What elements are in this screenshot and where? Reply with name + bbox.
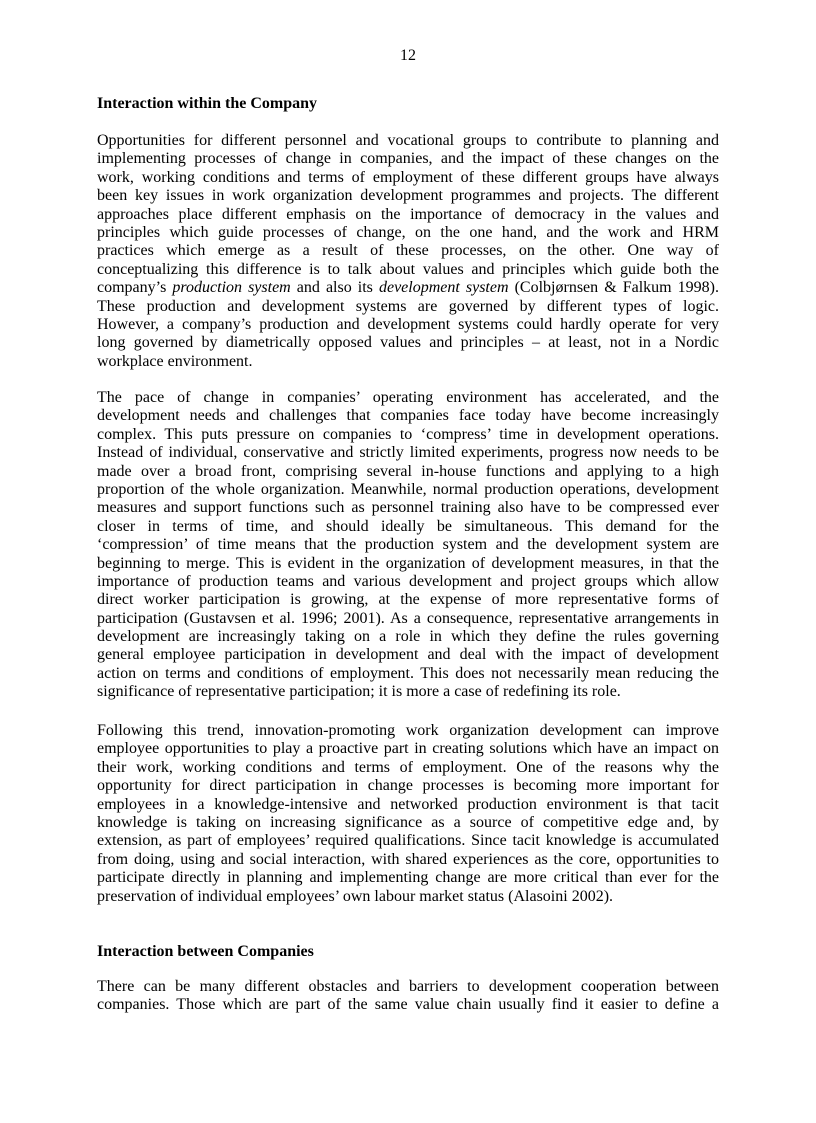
text-line <box>97 298 719 316</box>
text-segment: practices which emerge as a result of these processes, on the other. One way of <box>97 242 719 260</box>
text-line <box>97 261 719 279</box>
text-segment: principles which guide processes of change, on the one hand, and the work and HRM <box>97 223 719 241</box>
text-segment: closer in terms of time, and should ideally be simultaneous. This demand for the <box>97 517 719 535</box>
text-segment: general employee participation in development and deal with the impact of development <box>97 646 719 664</box>
text-segment: companies. Those which are part of the same value chain usually find it easier to define a <box>97 996 719 1014</box>
text-segment: long governed by diametrically opposed values and principles – at least, not in a Nordic <box>97 334 719 352</box>
text-line <box>97 150 719 168</box>
text-line <box>97 444 719 462</box>
text-segment: development are increasingly taking on a role in which they define the rules governing <box>97 628 719 646</box>
text-line <box>97 481 719 499</box>
text-segment: opportunity for direct participation in change processes is becoming more important for <box>97 777 719 795</box>
text-line <box>97 978 719 996</box>
text-segment: and also its <box>290 279 379 297</box>
text-line <box>97 722 719 740</box>
text-line <box>97 353 719 371</box>
text-segment: Following this trend, innovation-promoting work organization development can improve <box>97 722 719 739</box>
text-segment: complex. This puts pressure on companies to ‘compress’ time in development operations. <box>97 425 719 443</box>
section-heading: Interaction within the Company <box>97 95 318 112</box>
text-segment: participate directly in planning and implementing change are more critical than ever for the <box>97 869 719 887</box>
paragraph <box>97 132 719 371</box>
text-line <box>97 851 719 869</box>
text-line <box>97 610 719 628</box>
text-segment: proportion of the whole organization. Meanwhile, normal production operations, development <box>97 480 719 498</box>
text-segment: development needs and challenges that companies face today have become increasingly <box>97 407 719 425</box>
text-segment: their work, working conditions and terms of employment. One of the reasons why the <box>97 758 719 776</box>
text-line <box>97 573 719 591</box>
text-line <box>97 132 719 150</box>
text-segment: employee opportunities to play a proactive part in creating solutions which have an impact on <box>97 740 719 758</box>
text-line <box>97 832 719 850</box>
text-line <box>97 407 719 425</box>
text-segment: made over a broad front, comprising several in-house functions and applying to a high <box>97 462 719 480</box>
section-heading: Interaction between Companies <box>97 943 314 960</box>
text-line <box>97 242 719 260</box>
text-segment: approaches place different emphasis on the importance of democracy in the values and <box>97 205 719 223</box>
text-line <box>97 463 719 481</box>
text-line <box>97 334 719 352</box>
text-line <box>97 499 719 517</box>
text-segment: The pace of change in companies’ operating environment has accelerated, and the <box>97 389 719 406</box>
paragraph <box>97 978 719 1015</box>
text-line <box>97 426 719 444</box>
paragraph <box>97 389 719 702</box>
text-line <box>97 518 719 536</box>
text-segment: been key issues in work organization development programmes and projects. The different <box>97 187 719 205</box>
text-segment: importance of production teams and various development and project groups which allow <box>97 572 719 590</box>
text-segment: There can be many different obstacles and barriers to development cooperation between <box>97 978 719 995</box>
text-segment: measures and support functions such as personnel training also have to be compressed ever <box>97 499 719 517</box>
text-segment: These production and development systems are governed by different types of logic. <box>97 297 719 315</box>
text-line <box>97 628 719 646</box>
text-line <box>97 187 719 205</box>
text-segment: beginning to merge. This is evident in the organization of development measures, in that the <box>97 554 719 572</box>
text-segment: Opportunities for different personnel and vocational groups to contribute to planning and <box>97 132 719 149</box>
text-line <box>97 814 719 832</box>
text-segment: work, working conditions and terms of employment of these different groups have always <box>97 168 719 186</box>
text-line <box>97 759 719 777</box>
text-segment: conceptualizing this difference is to talk about values and principles which guide both the <box>97 260 719 278</box>
text-line <box>97 869 719 887</box>
text-segment: employees in a knowledge-intensive and networked production environment is that tacit <box>97 795 719 813</box>
text-segment: ‘compression’ of time means that the production system and the development system are <box>97 536 719 554</box>
text-line <box>97 536 719 554</box>
italic-term: development system <box>378 279 509 297</box>
text-line <box>97 389 719 407</box>
text-line <box>97 665 719 683</box>
text-line <box>97 646 719 664</box>
text-segment: workplace environment. <box>97 352 253 370</box>
text-line <box>97 796 719 814</box>
text-line <box>97 279 719 297</box>
text-line <box>97 777 719 795</box>
italic-term: production system <box>172 279 291 297</box>
text-segment: from doing, using and social interaction, with shared experiences as the core, opportunities to <box>97 850 719 868</box>
text-segment: action on terms and conditions of employment. This does not necessarily mean reducing the <box>97 664 719 682</box>
text-segment: implementing processes of change in companies, and the impact of these changes on the <box>97 150 719 168</box>
text-line <box>97 206 719 224</box>
text-segment: significance of representative participation; it is more a case of redefining its role. <box>97 683 621 701</box>
text-segment: preservation of individual employees’ own labour market status (Alasoini 2002). <box>97 887 614 905</box>
text-line <box>97 740 719 758</box>
text-segment: company’s <box>97 279 173 297</box>
text-segment: extension, as part of employees’ required qualifications. Since tacit knowledge is accumulated <box>97 832 719 850</box>
paragraph <box>97 722 719 906</box>
page-number: 12 <box>400 47 416 64</box>
text-line <box>97 591 719 609</box>
text-segment: (Colbjørnsen & Falkum 1998). <box>508 279 719 297</box>
text-segment: Instead of individual, conservative and strictly limited experiments, progress now needs to be <box>97 444 719 462</box>
text-line <box>97 555 719 573</box>
text-line <box>97 888 719 906</box>
text-segment: knowledge is taking on increasing significance as a source of competitive edge and, by <box>97 813 719 831</box>
text-segment: direct worker participation is growing, at the expense of more representative forms of <box>97 591 719 609</box>
text-line <box>97 316 719 334</box>
text-segment: However, a company’s production and development systems could hardly operate for very <box>97 315 719 333</box>
text-segment: participation (Gustavsen et al. 1996; 2001). As a consequence, representative arrangements in <box>97 609 719 627</box>
text-line <box>97 169 719 187</box>
text-line <box>97 683 719 701</box>
text-line <box>97 224 719 242</box>
text-line <box>97 996 719 1014</box>
